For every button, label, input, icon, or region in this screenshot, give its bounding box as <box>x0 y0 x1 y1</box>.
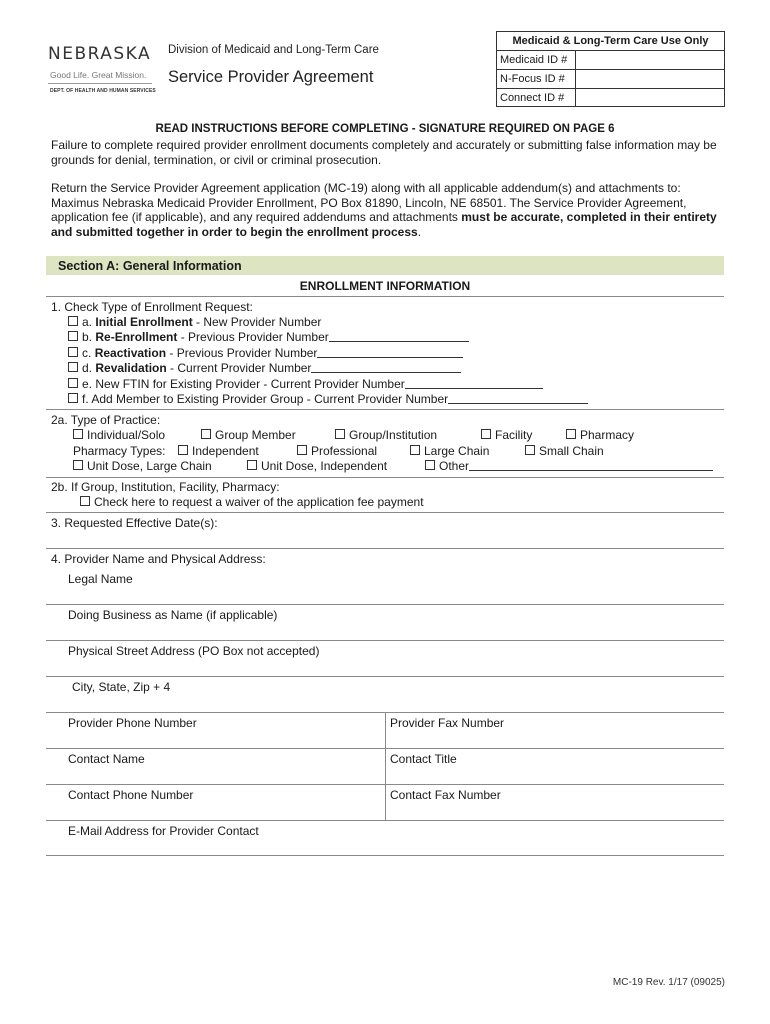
use-only-box <box>496 31 725 107</box>
enroll-option-b[interactable]: b. Re-Enrollment - Previous Provider Number <box>68 330 469 345</box>
nfocus-id-field[interactable] <box>576 70 724 88</box>
checkbox[interactable] <box>68 331 78 341</box>
checkbox[interactable] <box>425 460 435 470</box>
fee-waiver-option[interactable]: Check here to request a waiver of the application fee payment <box>80 495 424 510</box>
medicaid-id-field[interactable] <box>576 51 724 69</box>
checkbox[interactable] <box>335 429 345 439</box>
practice-group-institution[interactable]: Group/Institution <box>335 428 437 443</box>
instructions-p2-text: Return the Service Provider Agreement application (MC-19) along with all applicable addendum(s) and attachments to: Maximus Nebraska Medicaid Provider Enrollment, PO Box 81890, Lincoln, NE 68501. The Service Provider Agreement, application fee (if applicable), and any required addendums and attachments <box>51 181 687 224</box>
dba-field-line[interactable] <box>46 640 724 641</box>
current-provider-number-field[interactable] <box>448 393 588 404</box>
checkbox[interactable] <box>68 347 78 357</box>
contact-fax-label: Contact Fax Number <box>390 788 501 802</box>
divider <box>46 409 724 410</box>
connect-id-label: Connect ID # <box>497 89 576 107</box>
current-provider-number-field[interactable] <box>311 362 461 373</box>
practice-pharmacy[interactable]: Pharmacy <box>566 428 634 443</box>
checkbox[interactable] <box>68 362 78 372</box>
practice-facility[interactable]: Facility <box>481 428 532 443</box>
divider <box>46 477 724 478</box>
pharmacy-other[interactable]: Other <box>425 459 713 474</box>
q4-label: 4. Provider Name and Physical Address: <box>51 552 266 566</box>
checkbox[interactable] <box>201 429 211 439</box>
logo-department: DEPT. OF HEALTH AND HUMAN SERVICES <box>50 88 156 94</box>
checkbox[interactable] <box>297 445 307 455</box>
pharmacy-unit-dose-large[interactable]: Unit Dose, Large Chain <box>73 459 212 474</box>
enroll-option-e[interactable]: e. New FTIN for Existing Provider - Current Provider Number <box>68 377 543 392</box>
street-address-field-line[interactable] <box>46 676 724 677</box>
q2a-label: 2a. Type of Practice: <box>51 413 161 427</box>
enroll-option-d[interactable]: d. Revalidation - Current Provider Number <box>68 361 461 376</box>
divider <box>46 296 724 297</box>
enroll-option-f[interactable]: f. Add Member to Existing Provider Group - Current Provider Number <box>68 392 588 407</box>
form-number: MC-19 Rev. 1/17 (09025) <box>612 977 725 988</box>
enroll-option-a[interactable]: a. Initial Enrollment - New Provider Number <box>68 315 321 330</box>
medicaid-id-label: Medicaid ID # <box>497 51 576 69</box>
street-address-label: Physical Street Address (PO Box not accepted) <box>68 644 320 658</box>
contact-title-label: Contact Title <box>390 752 457 766</box>
instructions-paragraph-1: Failure to complete required provider enrollment documents completely and accurately or submitting false information may be grounds for denial, termination, or civil or criminal prosecution. <box>51 138 717 167</box>
medicaid-id-row <box>497 51 724 70</box>
logo-divider <box>48 83 152 84</box>
pharmacy-unit-dose-independent[interactable]: Unit Dose, Independent <box>247 459 387 474</box>
division-name: Division of Medicaid and Long-Term Care <box>168 44 379 56</box>
previous-provider-number-field[interactable] <box>317 347 463 358</box>
instructions-p2-end: . <box>417 224 422 239</box>
email-label: E-Mail Address for Provider Contact <box>68 824 259 838</box>
column-divider <box>385 712 386 820</box>
previous-provider-number-field[interactable] <box>329 331 469 342</box>
q3-label: 3. Requested Effective Date(s): <box>51 516 218 530</box>
use-only-heading: Medicaid & Long-Term Care Use Only <box>497 32 724 51</box>
dba-label: Doing Business as Name (if applicable) <box>68 608 278 622</box>
logo-wordmark: NEBRASKA <box>48 44 152 64</box>
checkbox[interactable] <box>80 496 90 506</box>
connect-id-field[interactable] <box>576 89 724 107</box>
practice-individual[interactable]: Individual/Solo <box>73 428 165 443</box>
page-title: Service Provider Agreement <box>168 68 374 86</box>
checkbox[interactable] <box>247 460 257 470</box>
other-specify-field[interactable] <box>469 460 713 471</box>
legal-name-label: Legal Name <box>68 572 133 586</box>
legal-name-field-line[interactable] <box>46 604 724 605</box>
pharmacy-small-chain[interactable]: Small Chain <box>525 444 604 459</box>
contact-phone-label: Contact Phone Number <box>68 788 194 802</box>
pharmacy-professional[interactable]: Professional <box>297 444 377 459</box>
nfocus-id-row <box>497 70 724 89</box>
enroll-option-c[interactable]: c. Reactivation - Previous Provider Number <box>68 346 463 361</box>
q1-label: 1. Check Type of Enrollment Request: <box>51 300 253 314</box>
contact-name-title-field-line[interactable] <box>46 784 724 785</box>
checkbox[interactable] <box>73 460 83 470</box>
effective-date-field-line[interactable] <box>46 548 724 549</box>
provider-fax-label: Provider Fax Number <box>390 716 505 730</box>
checkbox[interactable] <box>410 445 420 455</box>
pharmacy-types-label: Pharmacy Types: <box>73 444 166 458</box>
q2b-label: 2b. If Group, Institution, Facility, Pharmacy: <box>51 480 280 494</box>
checkbox[interactable] <box>178 445 188 455</box>
connect-id-row <box>497 89 724 107</box>
provider-phone-label: Provider Phone Number <box>68 716 197 730</box>
instructions-paragraph-2 <box>51 181 731 239</box>
nfocus-id-label: N-Focus ID # <box>497 70 576 88</box>
current-provider-number-field[interactable] <box>405 378 543 389</box>
checkbox[interactable] <box>481 429 491 439</box>
pharmacy-large-chain[interactable]: Large Chain <box>410 444 489 459</box>
contact-phone-fax-field-line[interactable] <box>46 820 724 821</box>
contact-name-label: Contact Name <box>68 752 145 766</box>
divider <box>46 512 724 513</box>
phone-fax-field-line[interactable] <box>46 748 724 749</box>
enrollment-info-heading: ENROLLMENT INFORMATION <box>299 279 471 293</box>
instructions-heading: READ INSTRUCTIONS BEFORE COMPLETING - SIGNATURE REQUIRED ON PAGE 6 <box>155 123 615 135</box>
section-a-label: Section A: General Information <box>58 259 242 273</box>
logo-tagline: Good Life. Great Mission. <box>50 70 147 80</box>
checkbox[interactable] <box>73 429 83 439</box>
instructions-p2-bold: must be accurate, completed in their entirety and submitted together in order to begin the enrollment process <box>51 210 717 239</box>
checkbox[interactable] <box>68 393 78 403</box>
checkbox[interactable] <box>68 316 78 326</box>
checkbox[interactable] <box>525 445 535 455</box>
pharmacy-independent[interactable]: Independent <box>178 444 259 459</box>
checkbox[interactable] <box>68 378 78 388</box>
city-state-zip-label: City, State, Zip + 4 <box>72 680 171 694</box>
email-field-line[interactable] <box>46 855 724 856</box>
checkbox[interactable] <box>566 429 576 439</box>
practice-group-member[interactable]: Group Member <box>201 428 296 443</box>
